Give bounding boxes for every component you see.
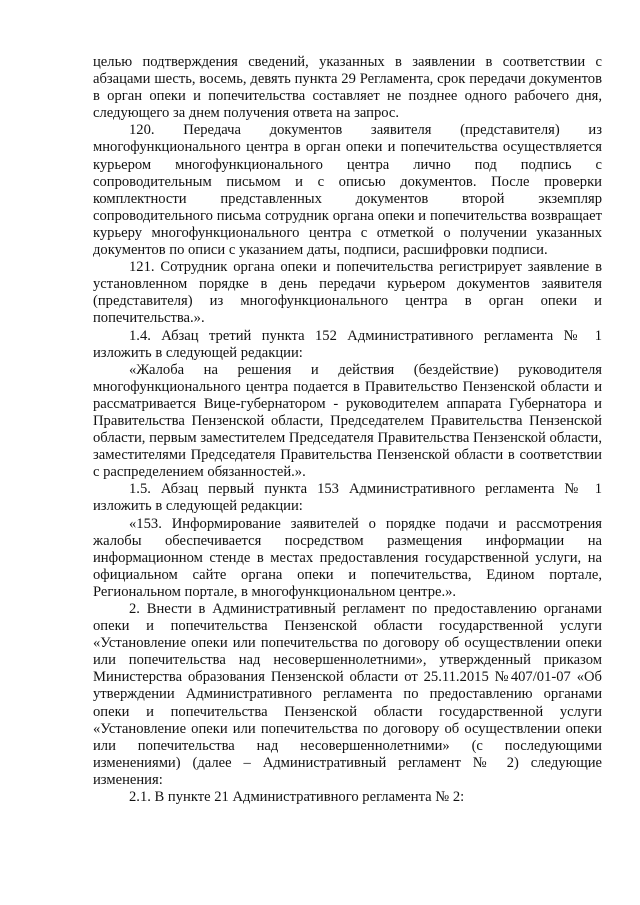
paragraph-120: 120. Передача документов заявителя (представителя) из многофункционального центра в орган опеки и попечительства осуществляется курьером многофункционального центра лично под подпись с сопроводительным письмом и с описью документов. После проверки комплектности представленных документов второй экземпляр сопроводительного письма сотрудник органа опеки и попечительства возвращает курьеру многофункционального центра с отметкой о получении указанных документов по описи с указанием даты, подписи, расшифровки подписи.	[93, 122, 602, 259]
paragraph-153-quote: «153. Информирование заявителей о порядке подачи и рассмотрения жалобы обеспечивается посредством размещения информации на информационном стенде в местах предоставления государственной услуги, на официальном сайте органа опеки и попечительства, Едином портале, Региональном портале, в многофункциональном центре.».	[93, 515, 602, 600]
paragraph-1-5: 1.5. Абзац первый пункта 153 Административного регламента № 1 изложить в следующей редакции:	[93, 481, 602, 515]
paragraph-complaint-quote: «Жалоба на решения и действия (бездействие) руководителя многофункционального центра подается в Правительство Пензенской области и рассматривается Вице-губернатором - руководителем аппарата Губернатора и Правительства Пензенской области, Председателем Правительства Пензенской области, первым заместителем Председателя Правительства Пензенской области, заместителями Председателя Правительства Пензенской области в соответствии с распределением обязанностей.».	[93, 361, 602, 481]
paragraph-2-1: 2.1. В пункте 21 Административного регламента № 2:	[129, 789, 465, 806]
paragraph-continuation: целью подтверждения сведений, указанных в заявлении в соответствии с абзацами шесть, восемь, девять пункта 29 Регламента, срок передачи документов в орган опеки и попечительства составляет не позднее одного рабочего дня, следующего за днем получения ответа на запрос.	[93, 54, 602, 122]
paragraph-1-4: 1.4. Абзац третий пункта 152 Административного регламента № 1 изложить в следующей редакции:	[93, 327, 602, 361]
paragraph-121: 121. Сотрудник органа опеки и попечительства регистрирует заявление в установленном порядке в день передачи курьером документов заявителя (представителя) из многофункционального центра в орган опеки и попечительства.».	[93, 259, 602, 327]
paragraph-2: 2. Внести в Административный регламент по предоставлению органами опеки и попечительства Пензенской области государственной услуги «Установление опеки или попечительства по договору об осуществлении опеки или попечительства над несовершеннолетними», утвержденный приказом Министерства образования Пензенской области от 25.11.2015 №407/01-07 «Об утверждении Административного регламента по предоставлению органами опеки и попечительства Пензенской области государственной услуги «Установление опеки или попечительства по договору об осуществлении опеки или попечительства над несовершеннолетними» (с последующими изменениями) (далее – Административный регламент № 2) следующие изменения:	[93, 601, 602, 788]
